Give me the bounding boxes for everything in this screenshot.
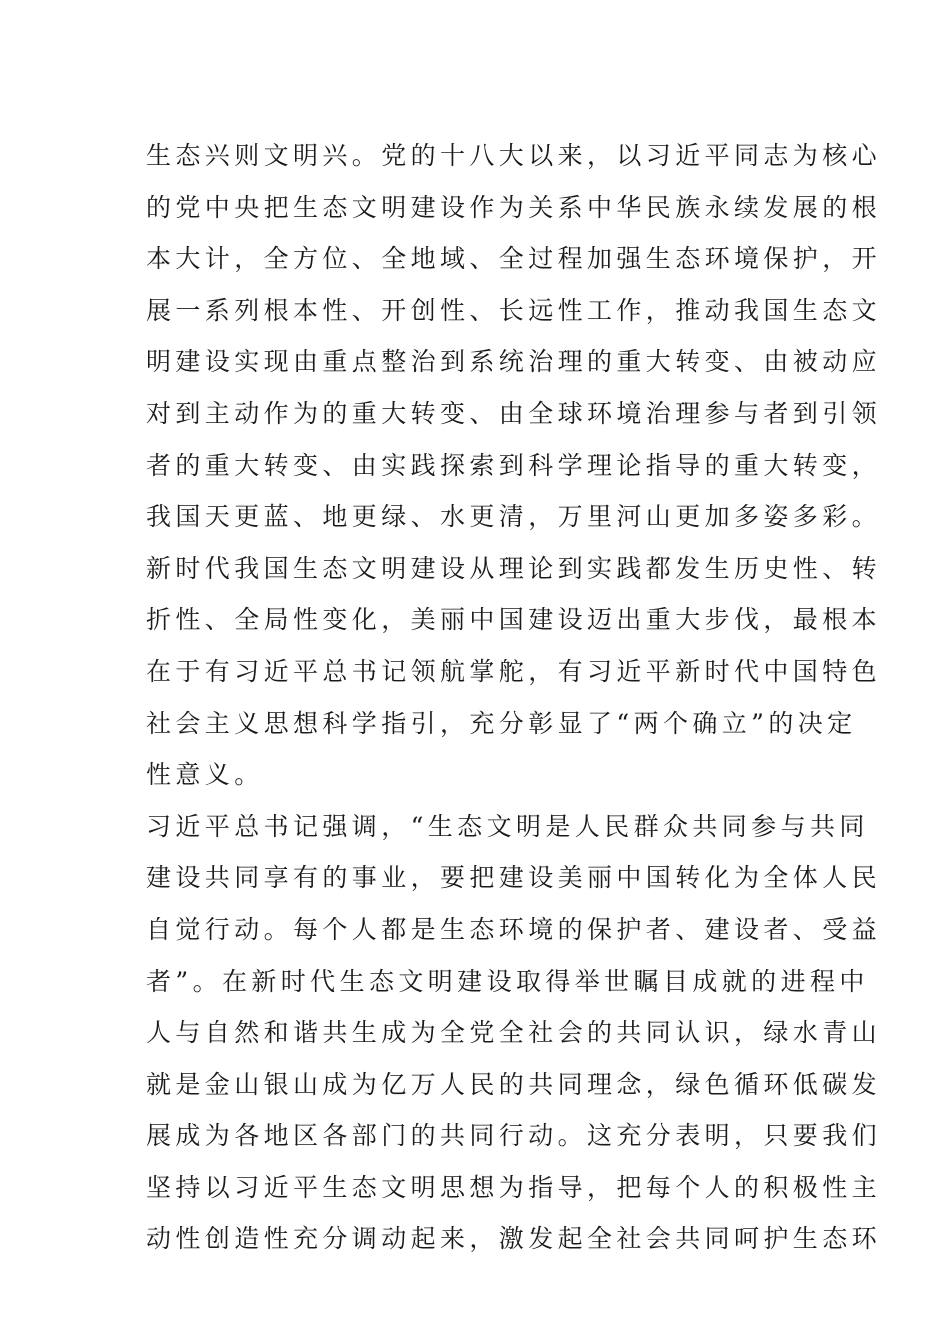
text-line: 对到主动作为的重大转变、由全球环境治理参与者到引领 <box>146 398 882 428</box>
text-line: 坚持以习近平生态文明思想为指导，把每个人的积极性主 <box>146 1172 882 1202</box>
text-line: 者的重大转变、由实践探索到科学理论指导的重大转变， <box>146 450 882 480</box>
text-line: 社会主义思想科学指引，充分彰显了“两个确立”的决定 <box>146 708 857 738</box>
text-line: 在于有习近平总书记领航掌舵，有习近平新时代中国特色 <box>146 656 882 686</box>
text-line: 自觉行动。每个人都是生态环境的保护者、建设者、受益 <box>146 914 882 944</box>
text-line: 人与自然和谐共生成为全党全社会的共同认识，绿水青山 <box>146 1018 882 1048</box>
text-line: 的党中央把生态文明建设作为关系中华民族永续发展的根 <box>146 192 882 222</box>
text-line: 明建设实现由重点整治到系统治理的重大转变、由被动应 <box>146 347 882 377</box>
body-text <box>146 130 882 1265</box>
text-line: 者”。在新时代生态文明建设取得举世瞩目成就的进程中 <box>146 966 869 996</box>
text-line: 习近平总书记强调，“生态文明是人民群众共同参与共同 <box>146 811 869 841</box>
text-line: 动性创造性充分调动起来，激发起全社会共同呵护生态环 <box>146 1224 882 1254</box>
text-line: 新时代我国生态文明建设从理论到实践都发生历史性、转 <box>146 553 882 583</box>
text-line: 折性、全局性变化，美丽中国建设迈出重大步伐，最根本 <box>146 605 882 635</box>
text-line: 生态兴则文明兴。党的十八大以来，以习近平同志为核心 <box>146 141 882 170</box>
text-line: 就是金山银山成为亿万人民的共同理念，绿色循环低碳发 <box>146 1069 882 1099</box>
text-line: 性意义。 <box>146 760 264 790</box>
text-line: 本大计，全方位、全地域、全过程加强生态环境保护，开 <box>146 244 882 274</box>
text-line: 展成为各地区各部门的共同行动。这充分表明，只要我们 <box>146 1121 882 1151</box>
text-line: 展一系列根本性、开创性、长远性工作，推动我国生态文 <box>146 295 882 325</box>
text-line: 我国天更蓝、地更绿、水更清，万里河山更加多姿多彩。 <box>146 502 882 532</box>
text-line: 建设共同享有的事业，要把建设美丽中国转化为全体人民 <box>146 863 882 893</box>
